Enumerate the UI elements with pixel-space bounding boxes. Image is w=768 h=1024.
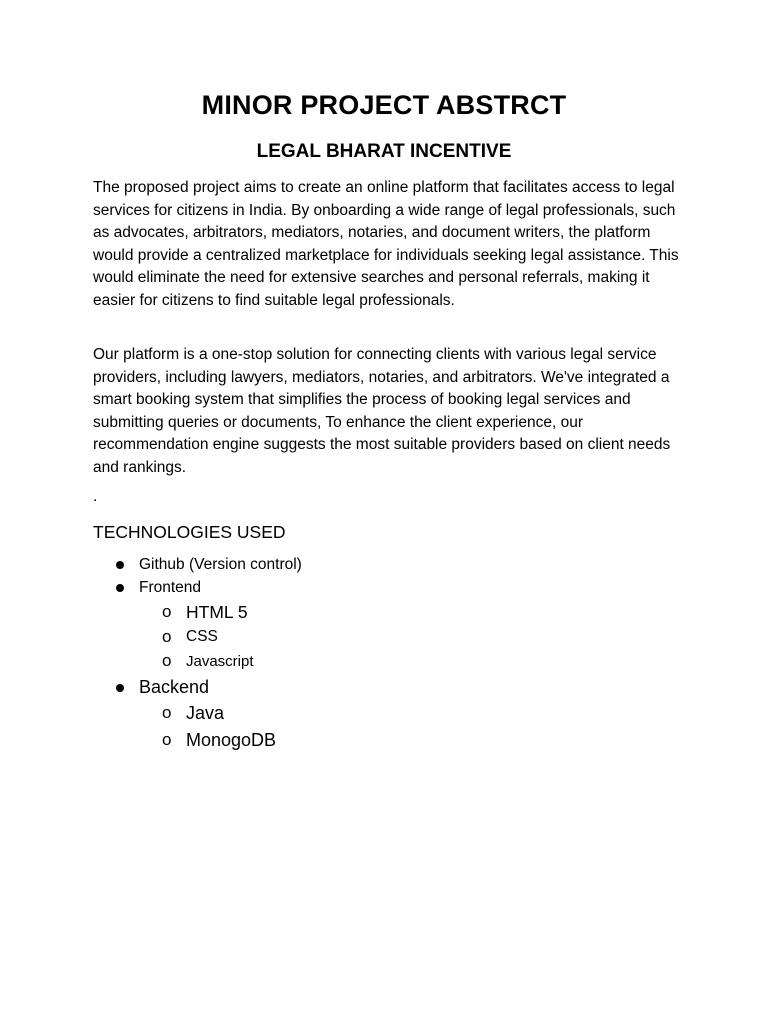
separator-dot: .: [93, 488, 98, 505]
document-subtitle: LEGAL BHARAT INCENTIVE: [256, 141, 512, 162]
abstract-paragraph-1: The proposed project aims to create an online platform that facilitates access to legal services for citizens in India. By onboarding a wide range of legal professionals, such as advocates, arbitrators, mediators, notaries, and document writers, the platform would provide a centralized marketplace for individuals seeking legal assistance. This would eliminate the need for extensive searches and personal referrals, making it easier for citizens to find suitable legal professionals.: [93, 179, 679, 309]
bullet-icon: [116, 684, 124, 692]
sub-bullet-icon: o: [162, 627, 172, 646]
tech-subitem-mongodb: MonogoDB: [186, 730, 277, 750]
sub-bullet-icon: o: [162, 730, 172, 749]
tech-subitem-css: CSS: [186, 628, 218, 645]
abstract-paragraph-2: Our platform is a one-stop solution for connecting clients with various legal service providers, including lawyers, mediators, notaries, and arbitrators. We've integrated a smart booking system that simplifies the process of booking legal services and submitting queries or documents, To enhance the client experience, our recommendation engine suggests the most suitable providers based on client needs and rankings.: [93, 346, 671, 476]
tech-item-backend: Backend: [139, 677, 210, 697]
tech-subitem-javascript: Javascript: [186, 653, 254, 670]
bullet-icon: [116, 584, 124, 592]
tech-item-frontend: Frontend: [139, 579, 202, 596]
sub-bullet-icon: o: [162, 602, 172, 621]
tech-subitem-html5: HTML 5: [186, 602, 248, 622]
document-title: MINOR PROJECT ABSTRCT: [201, 90, 567, 120]
tech-subitem-java: Java: [186, 703, 225, 723]
tech-item-github: Github (Version control): [139, 556, 302, 573]
sub-bullet-icon: o: [162, 703, 172, 722]
sub-bullet-icon: o: [162, 651, 172, 670]
technologies-heading: TECHNOLOGIES USED: [93, 522, 286, 542]
bullet-icon: [116, 561, 124, 569]
